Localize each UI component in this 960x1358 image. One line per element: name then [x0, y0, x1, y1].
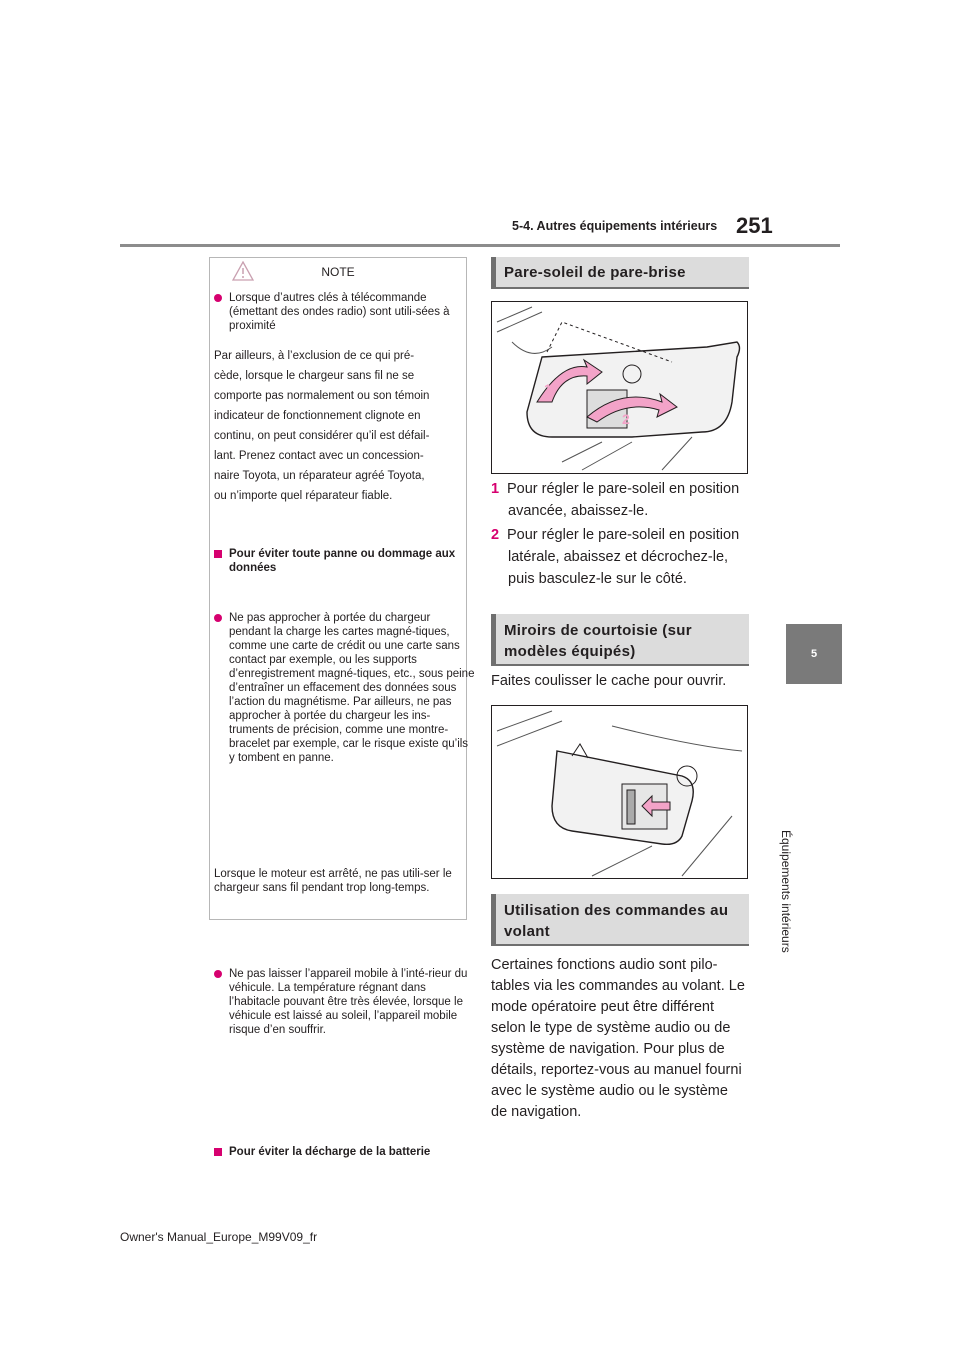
section-heading-sun-visor: [491, 257, 749, 289]
step-1-line-1: Pour régler le pare-soleil en position: [507, 481, 740, 497]
step-2-line-1: Pour régler le pare-soleil en position: [507, 527, 740, 543]
text-line: de navigation.: [491, 1104, 582, 1120]
text-line: tables via les commandes au volant. Le: [491, 978, 745, 994]
note-heading-2-text: Pour éviter la décharge de la batterie: [229, 1146, 431, 1158]
note-line: continu, on peut considérer qu’il est défail-: [214, 430, 430, 442]
text-line: Certaines fonctions audio sont pilo-: [491, 957, 718, 973]
text-line: détails, reportez-vous au manuel fourni: [491, 1062, 742, 1078]
note-title: NOTE: [321, 265, 355, 279]
step-number: 1: [491, 481, 500, 497]
step-1: [491, 478, 753, 522]
page-number: 251: [736, 213, 773, 238]
step-2-line-2: latérale, abaissez et décrochez-le,: [508, 549, 729, 565]
section-heading-line-1: Utilisation des commandes au: [504, 902, 729, 919]
mirror-instruction: Faites coulisser le cache pour ouvrir.: [491, 673, 727, 689]
note-line: cède, lorsque le chargeur sans fil ne se: [214, 370, 415, 382]
chapter-number: 5: [810, 648, 818, 660]
note-line: comporte pas normalement ou son témoin: [214, 390, 430, 402]
section-heading-line-2: volant: [504, 923, 550, 940]
sun-visor-illustration: [491, 301, 748, 474]
text-line: système de navigation. Pour plus de: [491, 1041, 725, 1057]
bullet-icon: [214, 614, 222, 622]
step-2: [491, 524, 753, 590]
step-1-line-2: avancée, abaissez-le.: [508, 503, 649, 519]
chapter-label: Équipements intérieurs: [779, 830, 793, 953]
note-line: lant. Prenez contact avec un concession-: [214, 450, 424, 462]
header-rule: [120, 244, 840, 247]
chapter-tab: [786, 624, 842, 684]
callout-label-2: 2: [622, 411, 630, 427]
square-bullet-icon: [214, 1148, 222, 1156]
step-number: 2: [491, 527, 500, 543]
note-line: ou n’importe quel réparateur fiable.: [214, 490, 393, 502]
header-section-title: 5-4. Autres équipements intérieurs: [512, 219, 718, 233]
section-heading-text: Pare-soleil de pare-brise: [504, 264, 686, 281]
text-line: mode opératoire peut être différent: [491, 999, 715, 1015]
note-bullet-3: [214, 967, 475, 1037]
bullet-icon: [214, 294, 222, 302]
section-heading-vanity-mirror: [491, 614, 749, 666]
note-heading-2: [214, 1145, 475, 1159]
note-heading-1: [214, 547, 475, 575]
step-2-line-3: puis basculez-le sur le côté.: [508, 571, 687, 587]
note-bullet-2-text: Ne pas approcher à portée du chargeur pendant la charge les cartes magné-tiques, comme une carte de crédit ou une carte sans contact par exemple, ou les supports d’enregistrement magné-tiques, etc., sous peine d’entraîner un effacement des données sous l’action du magnétisme. Par ailleurs, ne pas approcher à portée du chargeur les ins-truments de précision, comme une montre-bracelet par exemple, car le risque existe qu’ils y tombent en panne.: [229, 612, 475, 764]
square-bullet-icon: [214, 550, 222, 558]
text-line: selon le type de système audio ou de: [491, 1020, 731, 1036]
note-bullet-1-text: Lorsque d’autres clés à télécommande (émettant des ondes radio) sont utili-sées à proximité: [229, 292, 450, 332]
footer-text: Owner's Manual_Europe_M99V09_fr: [120, 1230, 318, 1244]
note-bullet-2: [214, 611, 475, 765]
note-bullet-3-text: Ne pas laisser l’appareil mobile à l’inté-rieur du véhicule. La température régnant dans l’habitacle pouvant être très élevée, lorsque le véhicule est laissé au soleil, l’appareil mobile risque d’en souffrir.: [229, 968, 468, 1036]
callout-label-1: 1: [544, 381, 552, 397]
vanity-mirror-illustration: [491, 705, 748, 879]
note-paragraph: [214, 346, 460, 506]
text-line: avec le système audio ou le système: [491, 1083, 728, 1099]
section-heading-steering-controls: [491, 894, 749, 946]
note-paragraph-2: Lorsque le moteur est arrêté, ne pas utili-ser le chargeur sans fil pendant trop long-temps.: [214, 868, 452, 894]
note-line: indicateur de fonctionnement clignote en: [214, 410, 421, 422]
bullet-icon: [214, 970, 222, 978]
note-heading-1-text: Pour éviter toute panne ou dommage aux données: [229, 548, 456, 574]
note-line: naire Toyota, un réparateur agréé Toyota,: [214, 470, 425, 482]
steering-controls-text: [491, 955, 753, 1123]
note-bullet-1: [214, 291, 475, 333]
section-heading-line-2: modèles équipés): [504, 643, 636, 660]
section-heading-line-1: Miroirs de courtoisie (sur: [504, 622, 692, 639]
note-line: Par ailleurs, à l’exclusion de ce qui pré-: [214, 350, 415, 362]
